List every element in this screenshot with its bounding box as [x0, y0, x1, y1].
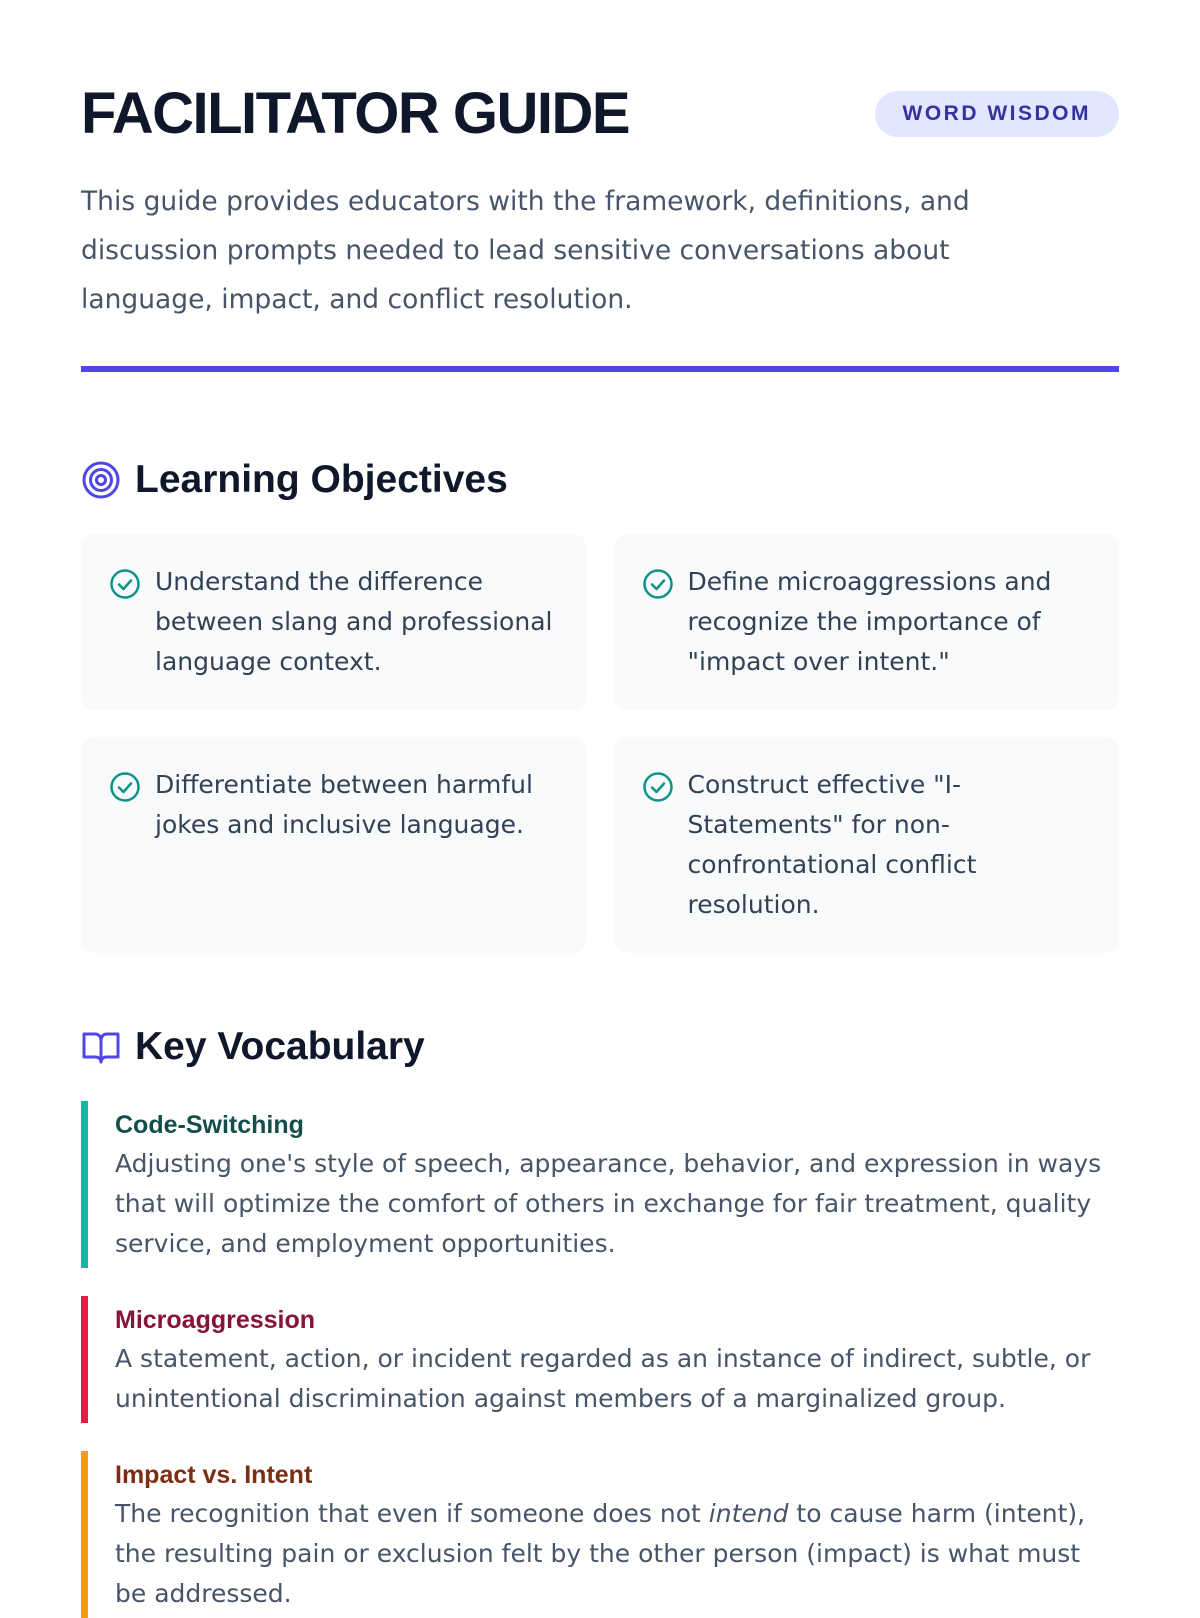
objective-card — [614, 737, 1120, 953]
definition-emphasis: intend — [708, 1499, 789, 1528]
definition-part: to cause harm (intent), the resulting pain or exclusion felt by the other person (impact) is what must be addressed. — [115, 1499, 1086, 1608]
vocab-term: Impact vs. Intent — [115, 1461, 313, 1489]
intro-paragraph: This guide provides educators with the framework, definitions, and discussion prompts needed to lead sensitive conversations about language, impact, and conflict resolution. — [81, 186, 970, 315]
objective-text: Differentiate between harmful jokes and inclusive language. — [155, 770, 533, 839]
objective-card — [81, 534, 587, 710]
word-wisdom-badge: WORD WISDOM — [875, 91, 1119, 137]
vocab-term: Microaggression — [115, 1306, 316, 1334]
check-circle-icon — [109, 771, 141, 803]
open-book-icon — [81, 1027, 121, 1067]
check-circle-icon — [642, 771, 674, 803]
definition-part: The recognition that even if someone does not — [115, 1499, 709, 1528]
page-title: FACILITATOR GUIDE — [81, 81, 630, 146]
vocab-definition: Adjusting one's style of speech, appearance, behavior, and expression in ways that will optimize the comfort of others in exchange for fair treatment, quality service, and employment opportunities. — [115, 1149, 1102, 1258]
objective-text: Define microaggressions and recognize the importance of "impact over intent." — [687, 567, 1052, 676]
objective-text: Construct effective "I-Statements" for non-confrontational conflict resolution. — [687, 770, 977, 919]
vocab-definition: A statement, action, or incident regarded as an instance of indirect, subtle, or unintentional discrimination against members of a marginalized group. — [115, 1344, 1091, 1413]
objective-card — [81, 737, 587, 953]
objectives-heading: Learning Objectives — [135, 458, 508, 501]
vocabulary-heading: Key Vocabulary — [135, 1025, 425, 1068]
objectives-grid — [81, 534, 1119, 953]
check-circle-icon — [109, 568, 141, 600]
vocabulary-list — [81, 1101, 1119, 1618]
vocabulary-heading-row — [81, 1025, 1119, 1069]
target-icon — [81, 460, 121, 500]
check-circle-icon — [642, 568, 674, 600]
vocab-item-code-switching — [81, 1101, 1119, 1268]
vocab-term: Code-Switching — [115, 1111, 304, 1139]
header-divider — [81, 366, 1119, 372]
vocab-item-microaggression — [81, 1296, 1119, 1423]
objective-card — [614, 534, 1120, 710]
vocab-item-impact-vs-intent — [81, 1451, 1119, 1618]
page-header — [81, 0, 1119, 147]
objective-text: Understand the difference between slang and professional language context. — [155, 567, 553, 676]
objectives-heading-row — [81, 458, 1119, 502]
vocab-definition — [115, 1494, 1119, 1618]
